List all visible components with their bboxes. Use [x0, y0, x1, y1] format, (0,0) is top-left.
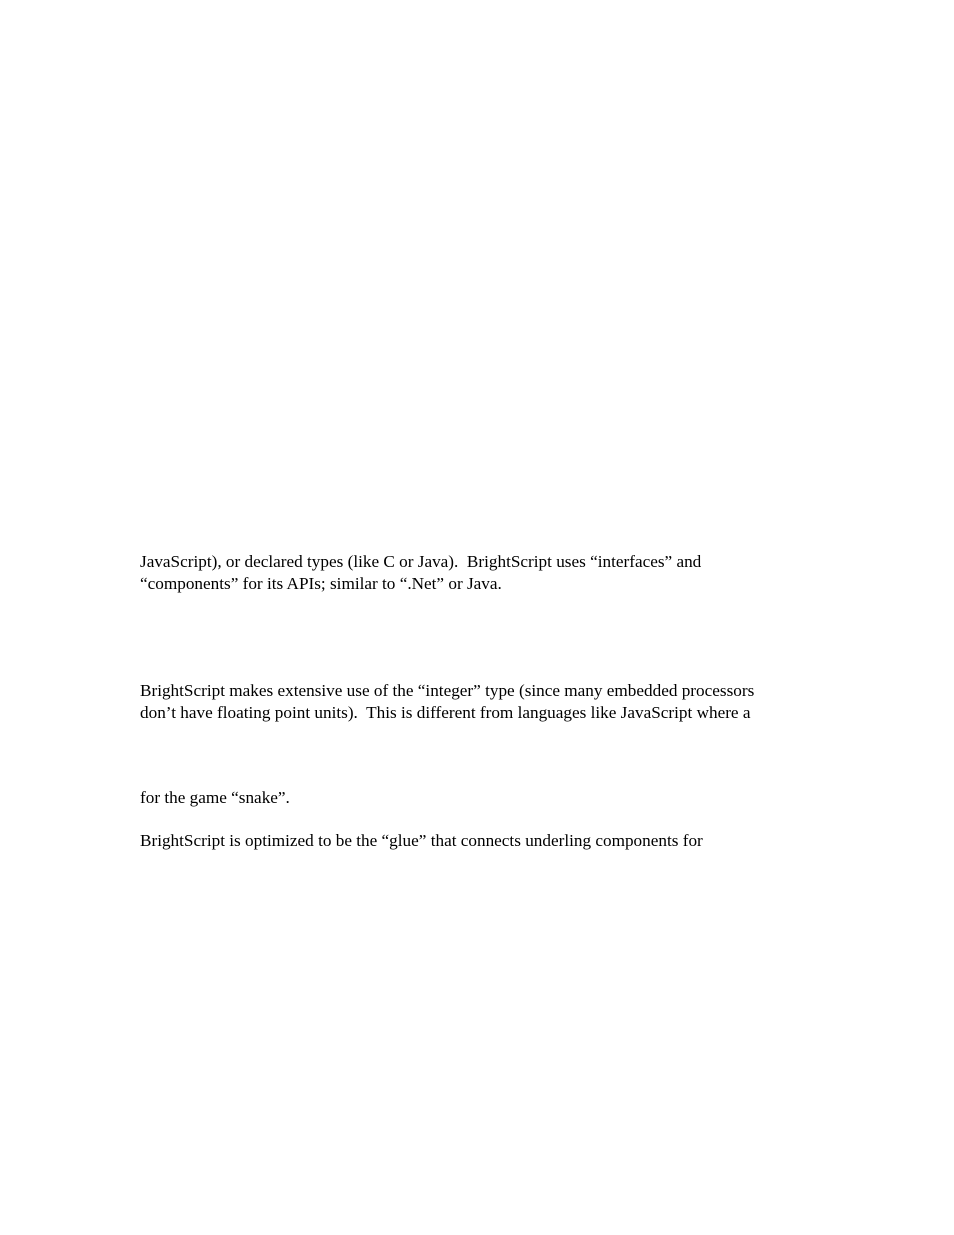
text-line: don’t have floating point units). This is different from languages like JavaScript where a	[140, 703, 751, 722]
text-line: BrightScript is optimized to be the “glue” that connects underling components for	[140, 831, 703, 850]
text-line: for the game “snake”.	[140, 788, 290, 807]
text-line: JavaScript), or declared types (like C or Java). BrightScript uses “interfaces” and	[140, 552, 702, 571]
text-line: BrightScript makes extensive use of the “integer” type (since many embedded processors	[140, 681, 755, 700]
text-line: “components” for its APIs; similar to “.Net” or Java.	[140, 574, 502, 593]
